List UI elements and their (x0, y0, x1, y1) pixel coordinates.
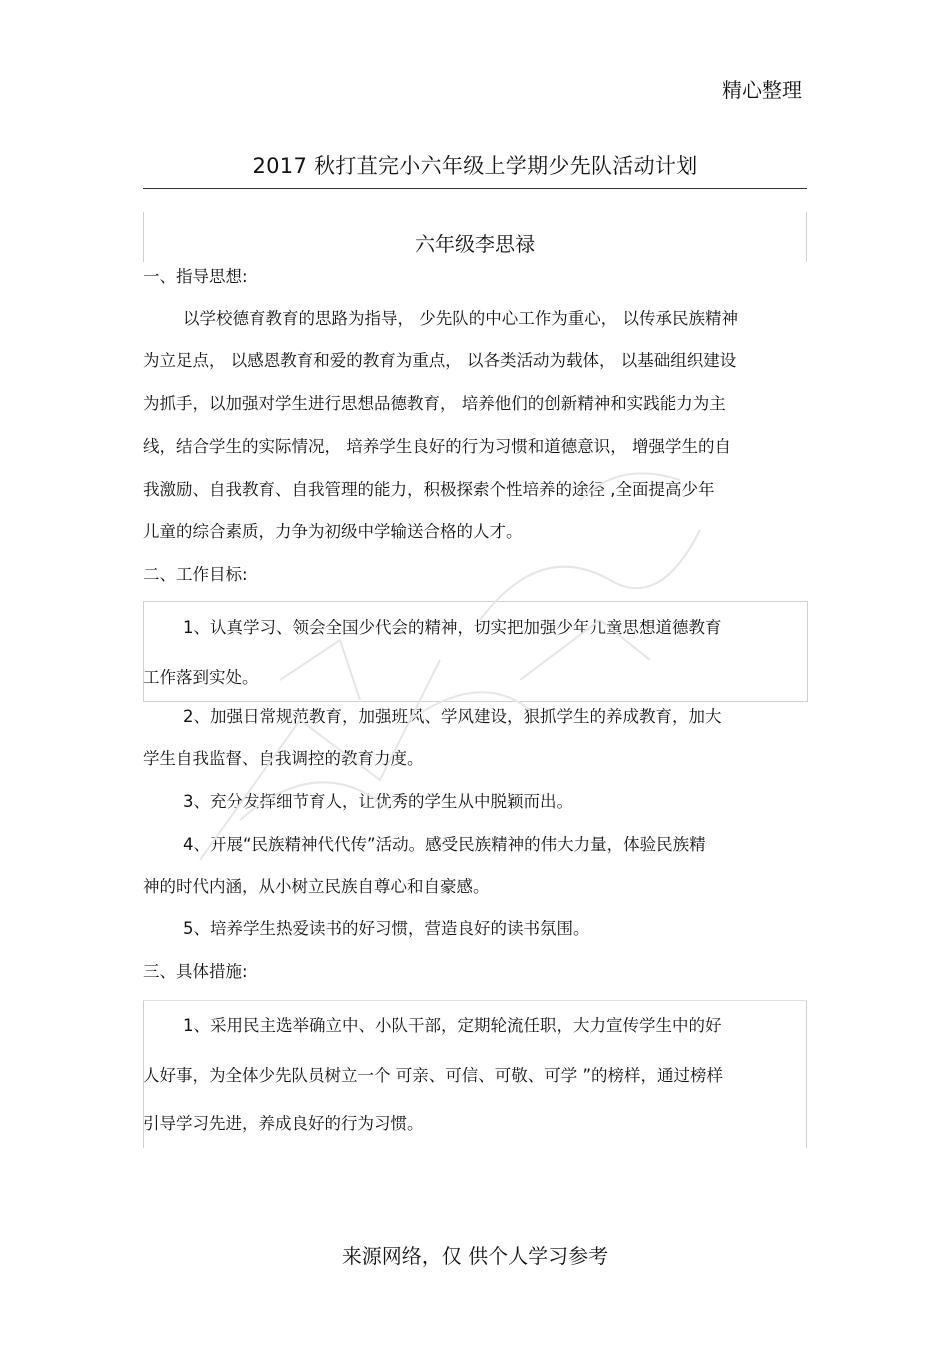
title-underline (143, 188, 807, 189)
watermark-graphic (180, 420, 740, 880)
frame-line-right (806, 1000, 807, 1148)
measure-item-line: 人好事，为全体少先队员树立一个 可亲、可信、可敬、可学 ”的榜样，通过榜样 (143, 1066, 724, 1085)
measure-item-line: 1、采用民主选举确立中、小队干部，定期轮流任职，大力宣传学生中的好 (183, 1016, 722, 1035)
header-corner-text: 精心整理 (722, 78, 802, 102)
paragraph-line: 为抓手，以加强对学生进行思想品德教育， 培养他们的创新精神和实践能力为主 (143, 394, 726, 413)
section-heading-specific-measures: 三、具体措施: (143, 962, 248, 981)
frame-line-top (143, 1000, 807, 1001)
paragraph-line: 我激励、自我教育、自我管理的能力，积极探索个性培养的途径 ,全面提高少年 (143, 480, 715, 499)
goal-item-line: 1、认真学习、领会全国少代会的精神，切实把加强少年儿童思想道德教育 (183, 618, 722, 637)
document-author: 六年级李思禄 (415, 232, 535, 256)
section-heading-work-goals: 二、工作目标: (143, 565, 248, 584)
footer-text: 来源网络，仅 供个人学习参考 (341, 1244, 609, 1268)
paragraph-line: 为立足点， 以感恩教育和爱的教育为重点， 以各类活动为载体， 以基础组织建设 (143, 351, 737, 370)
goal-item-line: 5、培养学生热爱读书的好习惯，营造良好的读书氛围。 (183, 919, 590, 938)
paragraph-line: 儿童的综合素质，力争为初级中学输送合格的人才。 (143, 522, 523, 541)
goal-item-line: 神的时代内涵，从小树立民族自尊心和自豪感。 (143, 877, 490, 896)
goal-item-line: 2、加强日常规范教育，加强班风、学风建设，狠抓学生的养成教育，加大 (183, 707, 722, 726)
paragraph-line: 线，结合学生的实际情况， 培养学生良好的行为习惯和道德意识， 增强学生的自 (143, 437, 731, 456)
goal-item-line: 4、开展“民族精神代代传”活动。感受民族精神的伟大力量，体验民族精 (183, 835, 706, 854)
document-title: 2017 秋打苴完小六年级上学期少先队活动计划 (252, 154, 698, 178)
goal-item-line: 学生自我监督、自我调控的教育力度。 (143, 749, 424, 768)
paragraph-line: 以学校德育教育的思路为指导， 少先队的中心工作为重心， 以传承民族精神 (183, 309, 738, 328)
goal-item-line: 工作落到实处。 (143, 668, 259, 687)
section-heading-guiding-ideology: 一、指导思想: (143, 267, 248, 286)
goal-item-line: 3、充分发挥细节育人，让优秀的学生从中脱颖而出。 (183, 792, 573, 811)
measure-item-line: 引导学习先进，养成良好的行为习惯。 (143, 1114, 424, 1133)
